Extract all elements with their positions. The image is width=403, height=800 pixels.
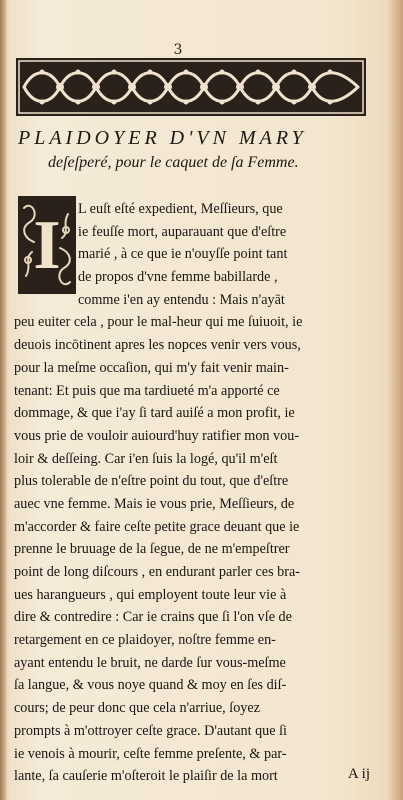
signature-mark: A ij [347,766,370,782]
body-line: m'accorder & faire ceſte petite grace deuant que ie [14,518,300,535]
body-line: L euſt eſté expedient, Meſſieurs, que [78,201,283,217]
body-line: vous prie de vouloir auiourd'huy ratifier mon vou- [14,427,300,444]
title-line-2: deſeſperé, pour le caquet de ſa Femme. [48,154,299,171]
document-body [14,198,368,788]
body-line: prompts à m'ottroyer ceſte grace. D'autant que ſi [14,722,287,739]
body-line: retargement en ce plaidoyer, noſtre femme en- [14,632,276,649]
page-right-edge [389,0,403,800]
body-line: ayant entendu le bruit, ne darde ſur vous-meſme [14,654,286,671]
body-line: prenne le bruuage de la ſegue, de ne m'empeſtrer [14,541,290,558]
body-line: ie feuſſe mort, auparauant que d'eſtre [78,223,287,240]
body-line: tenant: Et puis que ma tardiueté m'a apporté ce [14,382,280,399]
body-line: comme i'en ay entendu : Mais n'ayāt [78,291,285,308]
body-line: dommage, & que i'ay ſi tard auiſé a mon profit, ie [14,405,295,422]
body-line: auec vne femme. Mais ie vous prie, Meſſieurs, de [14,495,295,512]
body-line: deuois incōtinent apres les nopces venir vers vous, [14,337,301,354]
page-spine-edge [0,0,6,800]
page-number: 3 [173,42,183,58]
body-line: point de long diſcours , en endurant parler ces bra- [14,564,301,580]
body-line: ſa langue, & vous noye quand & moy en ſes diſ- [14,677,287,694]
body-line: peu euiter cela , pour le mal-heur qui me ſuiuoit, ie [14,314,303,331]
body-line: ie venois à mourir, ceſte femme preſente, & par- [14,745,287,762]
body-line: dire & contredire : Car ie crains que ſi l'on vſe de [14,609,292,626]
body-line: loir & deſſeing. Car i'en ſuis la logé, qu'il m'eſt [14,450,278,467]
body-line: ues harangueurs , qui employent toute leur vie à [14,586,287,603]
body-line: pour la meſme occaſion, qui m'y fait venir main- [14,359,289,376]
body-line: marié , à ce que ie n'ouyſſe point tant [78,246,288,263]
drop-cap-letter: I [33,207,61,284]
decorative-headpiece-ornament [16,58,366,116]
body-line: lante, ſa cauſerie m'oſteroit le plaiſir de la mort [14,768,278,785]
title-line-1: PLAIDOYER D'VN MARY [18,127,307,149]
body-line: cours; de peur donc que cela n'arriue, ſoyez [14,700,260,717]
body-line: plus tolerable de n'eſtre point du tout, que d'eſtre [14,473,289,490]
body-line: de propos d'vne femme babillarde , [78,269,278,286]
document-title [18,127,368,177]
